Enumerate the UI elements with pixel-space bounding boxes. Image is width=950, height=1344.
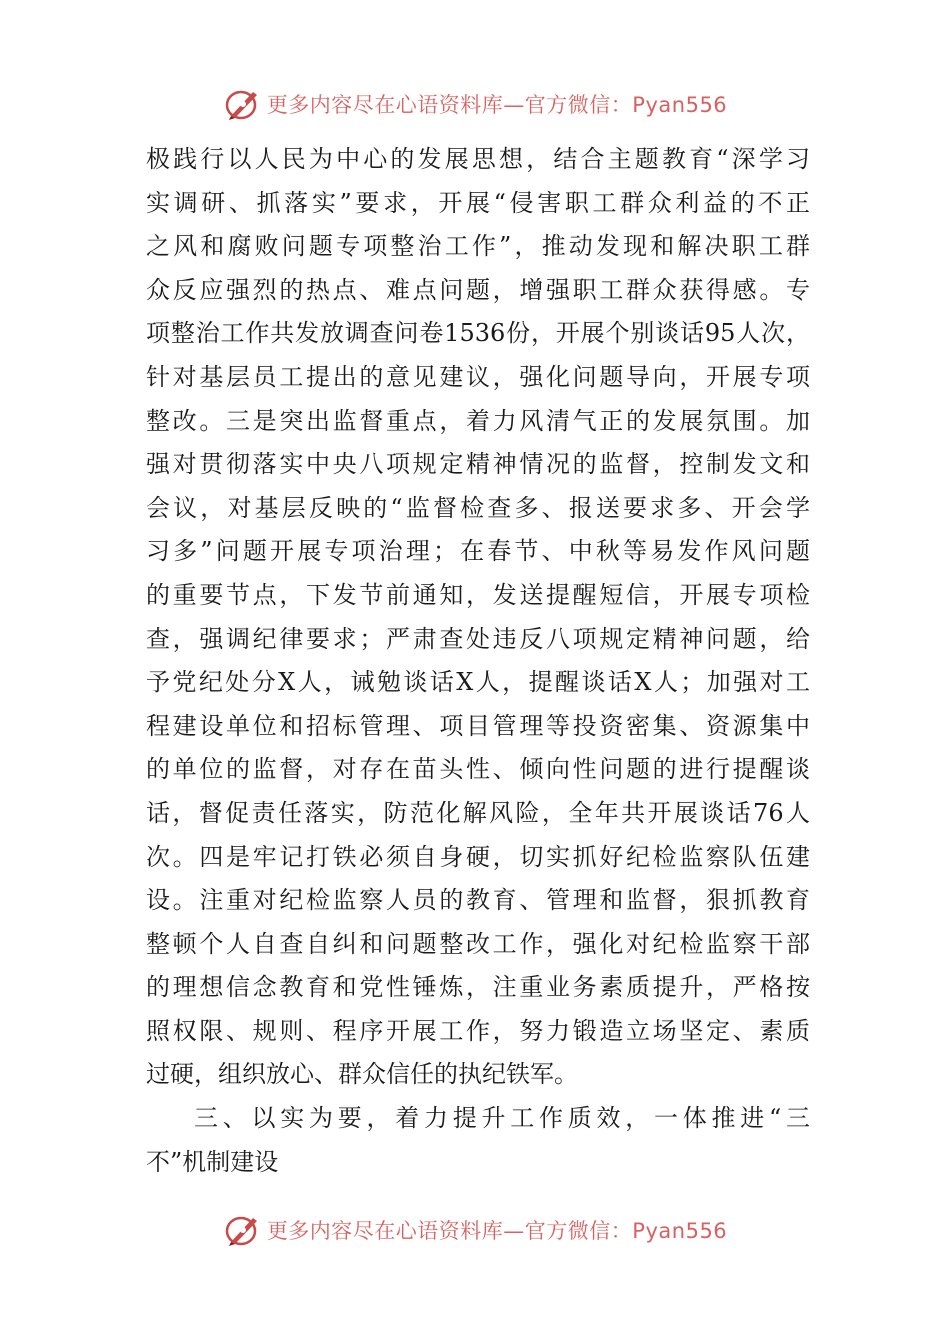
text-line: 予党纪处分X人，诫勉谈话X人，提醒谈话X人；加强对工 xyxy=(146,668,810,697)
pen-circle-logo-icon xyxy=(223,1212,263,1248)
text-line: 极践行以人民为中心的发展思想，结合主题教育“深学习 xyxy=(146,145,810,173)
text-line: 话，督促责任落实，防范化解风险，全年共开展谈话76人 xyxy=(146,798,810,827)
text-line: 次。四是牢记打铁必须自身硬，切实抓好纪检监察队伍建 xyxy=(146,842,810,871)
text-line: 众反应强烈的热点、难点问题，增强职工群众获得感。专 xyxy=(146,275,810,304)
text-line: 强对贯彻落实中央八项规定精神情况的监督，控制发文和 xyxy=(146,450,810,479)
watermark-text: 更多内容尽在心语资料库—官方微信：Pyan556 xyxy=(266,93,728,117)
text-line: 之风和腐败问题专项整治工作”，推动发现和解决职工群 xyxy=(146,232,810,261)
text-line: 的单位的监督，对存在苗头性、倾向性问题的进行提醒谈 xyxy=(146,755,810,784)
text-line: 会议，对基层反映的“监督检查多、报送要求多、开会学 xyxy=(146,493,810,522)
text-line: 习多”问题开展专项治理；在春节、中秋等易发作风问题 xyxy=(146,537,810,566)
pen-circle-logo-icon xyxy=(223,86,263,122)
text-line: 整顿个人自查自纠和问题整改工作，强化对纪检监察干部 xyxy=(146,929,810,958)
text-line: 整改。三是突出监督重点，着力风清气正的发展氛围。加 xyxy=(146,406,810,435)
text-line: 照权限、规则、程序开展工作，努力锻造立场坚定、素质 xyxy=(146,1016,810,1045)
text-line: 查，强调纪律要求；严肃查处违反八项规定精神问题，给 xyxy=(146,624,810,653)
text-line: 不”机制建设 xyxy=(146,1147,279,1176)
text-line: 三、以实为要，着力提升工作质效，一体推进“三 xyxy=(194,1104,810,1133)
text-line: 实调研、抓落实”要求，开展“侵害职工群众利益的不正 xyxy=(146,188,810,217)
text-line: 的重要节点，下发节前通知，发送提醒短信，开展专项检 xyxy=(146,580,810,609)
text-line: 的理想信念教育和党性锤炼，注重业务素质提升，严格按 xyxy=(146,973,810,1002)
text-line: 项整治工作共发放调查问卷1536份，开展个别谈话95人次， xyxy=(146,319,810,348)
watermark-text: 更多内容尽在心语资料库—官方微信：Pyan556 xyxy=(266,1219,728,1243)
text-line: 程建设单位和招标管理、项目管理等投资密集、资源集中 xyxy=(146,711,810,740)
text-line: 针对基层员工提出的意见建议，强化问题导向，开展专项 xyxy=(146,362,810,391)
document-body xyxy=(146,138,810,1184)
watermark-banner-top xyxy=(0,84,950,124)
watermark-banner-bottom xyxy=(0,1210,950,1250)
text-line: 设。注重对纪检监察人员的教育、管理和监督，狠抓教育 xyxy=(146,886,810,915)
text-line: 过硬，组织放心、群众信任的执纪铁军。 xyxy=(146,1060,578,1089)
